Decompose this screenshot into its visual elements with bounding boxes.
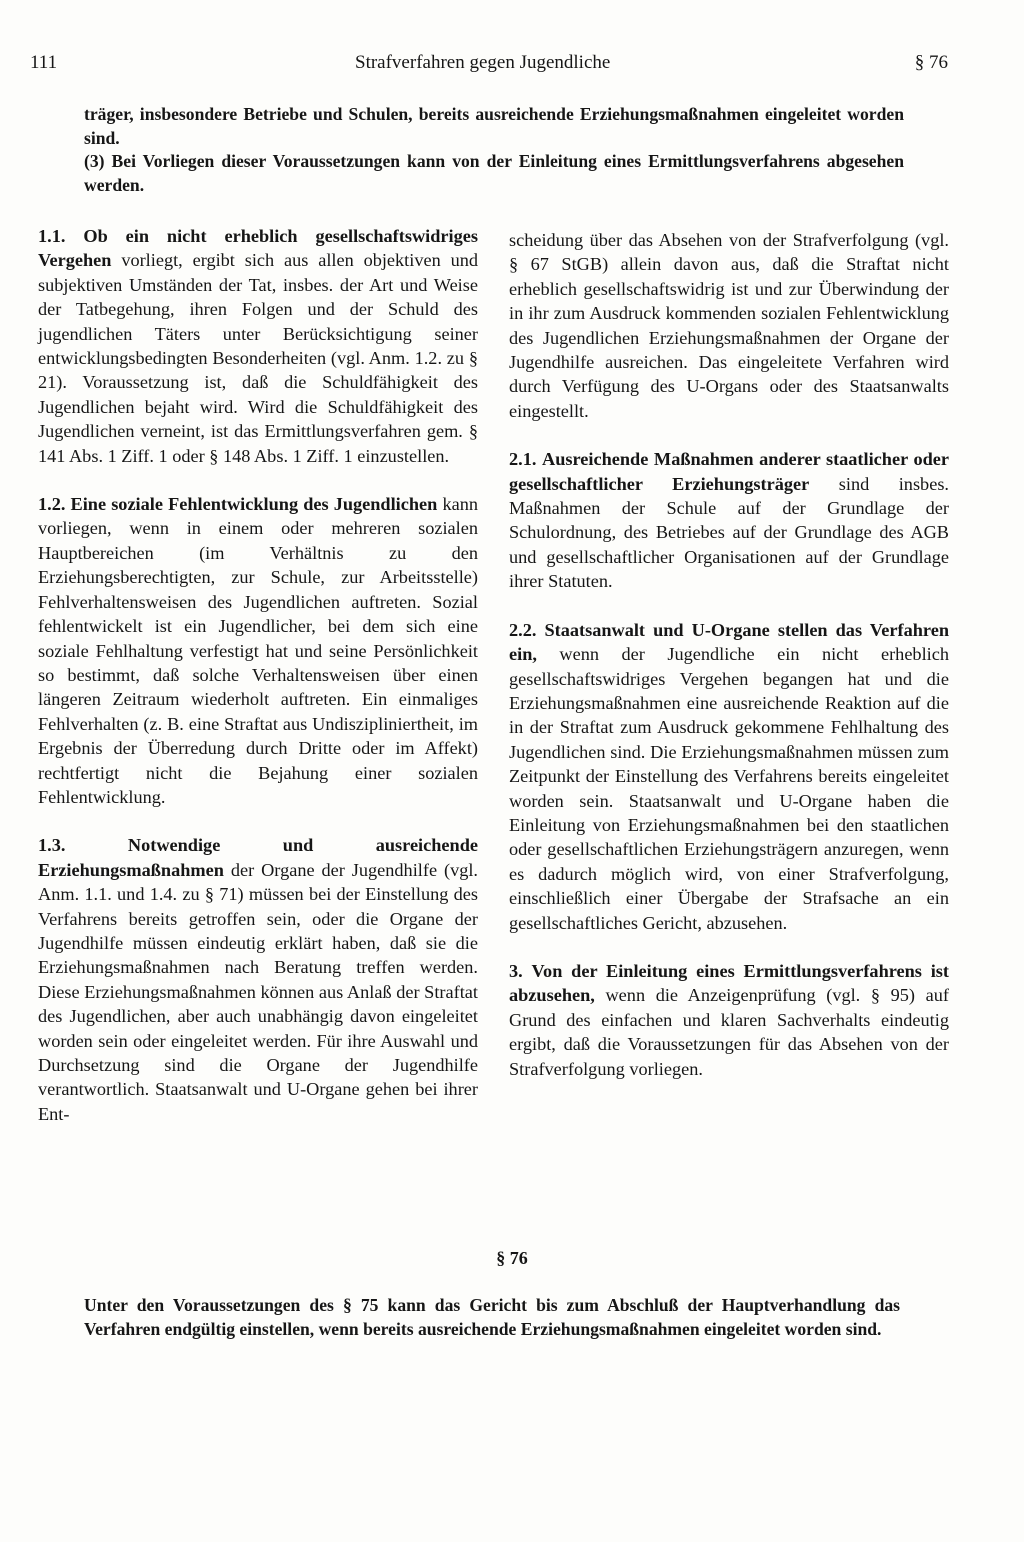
running-title: Strafverfahren gegen Jugendliche — [355, 52, 611, 73]
annotation-number: 2.2. — [509, 619, 537, 640]
annotation-number: 2.1. — [509, 449, 537, 470]
annotation-text: wenn der Jugendliche ein nicht erheblich gesellschaftswidriges Vergehen begangen hat und die Erziehungsmaßnahmen eine ausreichende Reaktion auf die in der Straftat zum Ausdruck gekommene Fehlhaltung des Jugendlichen sind. Die Erziehungsmaßnahmen müssen zum Zeitpunkt der Einstellung des Verfahrens bereits eingeleitet worden sein. Staatsanwalt und U-Organe haben die Einleitung von Erziehungsmaßnahmen bei den staatlichen oder gesellschaftlichen Erziehungsträgern anzuregen, wenn es dadurch möglich wird, von einer Strafverfolgung, einschließlich einer Übergabe der Strafsache an ein gesellschaftliches Gericht, abzusehen. — [509, 644, 949, 933]
left-column — [38, 224, 478, 1150]
annotation-keyword: Ob ein nicht erheblich gesellschaftswidriges Vergehen — [38, 226, 478, 271]
annotation-3 — [509, 959, 949, 1081]
statute-continuation — [84, 103, 904, 197]
section-76-text: Unter den Voraussetzungen des § 75 kann das Gericht bis zum Abschluß der Hauptverhandlung das Verfahren endgültig einstellen, wenn bereits ausreichende Erziehungsmaßnahmen eingeleitet worden sind. — [84, 1295, 900, 1339]
right-column — [509, 228, 949, 1105]
annotation-2-1 — [509, 447, 949, 593]
annotation-text: vorliegt, ergibt sich aus allen objektiven und subjektiven Umständen der Tat, insbes. der Art und Weise der Tatbegehung, ihren Folgen und der Schuld des jugendlichen Täters unter Berücksichtigung seiner entwicklungsbedingten Besonderheiten (vgl. Anm. 1.2. zu § 21). Voraussetzung ist, daß die Schuldfähigkeit des Jugendlichen bejaht wird. Wird die Schuldfähigkeit des Jugendlichen verneint, ist das Ermittlungsverfahren gem. § 141 Abs. 1 Ziff. 1 oder § 148 Abs. 1 Ziff. 1 einzustellen. — [38, 250, 478, 466]
annotation-number: 1.1. — [38, 226, 66, 246]
annotation-keyword: Von der Einleitung eines Ermittlungsverfahrens ist abzusehen, — [509, 960, 949, 1006]
annotation-1-1 — [38, 224, 478, 468]
statute-paragraph-3: (3) Bei Vorliegen dieser Voraussetzungen kann von der Einleitung eines Ermittlungsverfahrens abgesehen werden. — [84, 151, 904, 195]
annotation-2-2 — [509, 618, 949, 935]
statute-text-1: träger, insbesondere Betriebe und Schulen, bereits ausreichende Erziehungsmaßnahmen eingeleitet worden sind. — [84, 104, 904, 148]
annotation-text: kann vorliegen, wenn in einem oder mehreren sozialen Hauptbereichen (im Verhältnis zu den Erziehungsberechtigten, zur Schule, zur Arbeitsstelle) Fehlverhaltensweisen des Jugendlichen auftreten. Sozial fehlentwickelt ist ein Jugendlicher, bei dem sich eine soziale Fehlhaltung verfestigt hat und seine Persönlichkeit so bestimmt, daß solche Verhaltensweisen über einen längeren Zeitraum wiederholt auftreten. Ein einmaliges Fehlverhalten (z. B. eine Straftat aus Undiszipliniertheit, im Ergebnis der Überredung durch Dritte oder im Affekt) rechtfertigt nicht die Bejahung einer sozialen Fehlentwicklung. — [38, 494, 478, 807]
annotation-1-3-continued: scheidung über das Absehen von der Strafverfolgung (vgl. § 67 StGB) allein davon aus, daß die Straftat nicht erheblich gesellschaftswidrig ist und zur Überwindung der in ihr zum Ausdruck kommenden sozialen Fehlentwicklung des Jugendlichen Erziehungsmaßnahmen der Organe der Jugendhilfe ausreichen. Das eingeleitete Verfahren wird durch Verfügung des U-Organs oder des Staatsanwalts eingestellt. — [509, 230, 949, 421]
annotation-keyword: Eine soziale Fehlentwicklung des Jugendlichen — [70, 494, 438, 515]
annotation-text: der Organe der Jugendhilfe (vgl. Anm. 1.1. und 1.4. zu § 71) müssen bei der Einstellung des Verfahrens bereits getroffen sein, oder die Organe der Jugendhilfe müssen eindeutig erklärt haben, daß sie die Erziehungsmaßnahmen nach Beratung treffen werden. Diese Erziehungsmaßnahmen können aus Anlaß der Straftat des Jugendlichen, aber auch unabhängig davon eingeleitet worden sein oder eingeleitet werden. Für ihre Auswahl und Durchsetzung sind die Organe der Jugendhilfe verantwortlich. Staatsanwalt und U-Organe gehen bei ihrer Ent- — [38, 859, 479, 1124]
section-76-heading: § 76 — [496, 1248, 528, 1268]
section-marker: § 76 — [914, 52, 948, 73]
running-header — [0, 52, 1024, 82]
annotation-keyword: Staatsanwalt und U-Organe stellen das Verfahren ein, — [509, 619, 949, 665]
annotation-text: sind insbes. Maßnahmen der Schule auf der Grundlage der Schulordnung, des Betriebes auf der Grundlage des AGB und gesellschaftlicher Organisationen auf der Grundlage ihrer Statuten. — [509, 473, 950, 592]
page-number: 111 — [30, 52, 58, 73]
annotation-text: wenn die Anzeigenprüfung (vgl. § 95) auf Grund des einfachen und klaren Sachverhalts eindeutig ergibt, daß die Voraussetzungen für das Absehen von der Strafverfolgung vorliegen. — [509, 985, 949, 1079]
annotation-1-3 — [38, 833, 478, 1126]
annotation-number: 1.3. — [38, 835, 66, 856]
annotation-keyword: Ausreichende Maßnahmen anderer staatlicher oder gesellschaftlicher Erziehungsträger — [509, 449, 949, 494]
annotation-number: 3. — [509, 960, 523, 981]
annotation-keyword: Notwendige und ausreichende Erziehungsmaßnahmen — [38, 835, 478, 880]
annotation-1-2 — [38, 492, 478, 809]
annotation-number: 1.2. — [38, 494, 66, 515]
